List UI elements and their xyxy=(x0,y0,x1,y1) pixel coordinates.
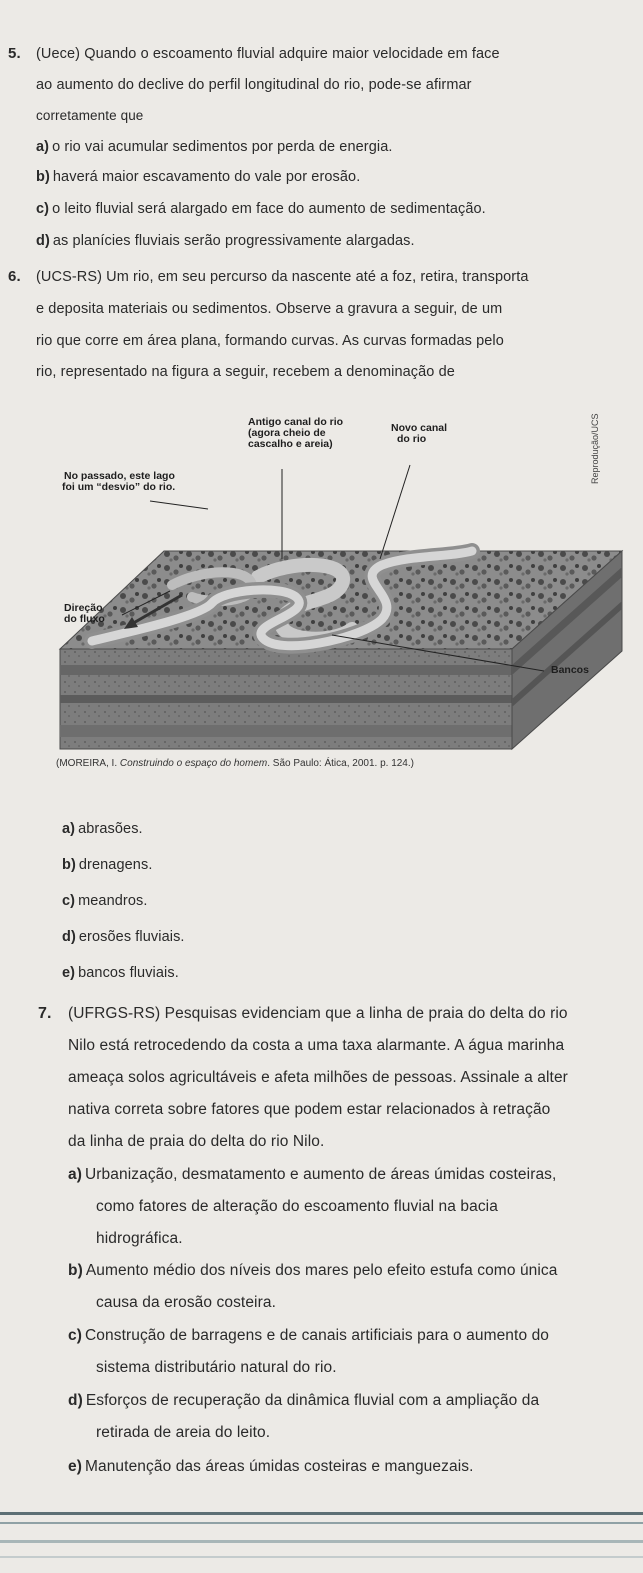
option-letter: c) xyxy=(68,1327,82,1344)
option-text: retirada de areia do leito. xyxy=(96,1424,271,1441)
label-line: Direção xyxy=(64,602,103,614)
image-credit: Reprodução/UCS xyxy=(590,413,600,484)
option-text: drenagens. xyxy=(78,857,153,873)
label-flow-direction xyxy=(64,603,105,625)
bottom-divider xyxy=(0,1556,643,1558)
question-number: 5. xyxy=(8,45,21,62)
option-a[interactable] xyxy=(36,138,393,156)
option-letter: d) xyxy=(62,929,76,945)
question-number: 6. xyxy=(8,268,21,285)
figure-caption xyxy=(56,758,414,769)
option-line xyxy=(68,1262,558,1280)
label-line: do fluxo xyxy=(64,613,105,625)
option-letter: b) xyxy=(36,169,50,185)
option-text: Esforços de recuperação da dinâmica fluvial com a ampliação da xyxy=(85,1392,540,1409)
question-text-line: (UCS-RS) Um rio, em seu percurso da nascente até a foz, retira, transporta xyxy=(36,269,529,285)
option-text: bancos fluviais. xyxy=(78,965,179,981)
label-oxbow-lake xyxy=(62,471,175,493)
label-line: do rio xyxy=(397,433,427,445)
label-old-channel xyxy=(248,417,343,450)
caption-title: Construindo o espaço do homem xyxy=(119,758,268,769)
option-c[interactable] xyxy=(36,200,486,218)
option-letter: a) xyxy=(62,821,76,837)
question-text-line: rio, representado na figura a seguir, recebem a denominação de xyxy=(36,364,455,380)
question-text-line: Nilo está retrocedendo da costa a uma taxa alarmante. A água marinha xyxy=(68,1037,565,1054)
option-d[interactable] xyxy=(62,928,185,946)
label-line: (agora cheio de xyxy=(248,427,326,439)
option-letter: d) xyxy=(68,1392,83,1409)
bottom-divider xyxy=(0,1540,643,1543)
meander-block-diagram xyxy=(52,409,624,771)
question-text-line: rio que corre em área plana, formando curvas. As curvas formadas pelo xyxy=(36,333,504,349)
option-letter: e) xyxy=(62,965,76,981)
option-text: hidrográfica. xyxy=(96,1230,183,1247)
bottom-divider xyxy=(0,1512,643,1515)
option-e[interactable] xyxy=(62,964,179,982)
option-letter: a) xyxy=(36,139,50,155)
question-text-line: da linha de praia do delta do rio Nilo. xyxy=(68,1133,325,1150)
option-line xyxy=(68,1392,539,1410)
option-line xyxy=(68,1327,549,1345)
question-number: 7. xyxy=(38,1005,52,1022)
option-letter: e) xyxy=(68,1458,82,1475)
option-text: o rio vai acumular sedimentos por perda de energia. xyxy=(52,139,393,155)
option-line xyxy=(68,1166,556,1184)
label-line: No passado, este lago xyxy=(64,470,175,482)
option-text: meandros. xyxy=(78,893,148,909)
option-letter: b) xyxy=(68,1262,83,1279)
option-line xyxy=(68,1458,474,1476)
option-text: haverá maior escavamento do vale por erosão. xyxy=(52,169,361,185)
option-b[interactable] xyxy=(62,856,152,874)
question-text-line: e deposita materiais ou sedimentos. Observe a gravura a seguir, de um xyxy=(36,301,503,317)
question-text-line: (Uece) Quando o escoamento fluvial adquire maior velocidade em face xyxy=(36,46,500,62)
question-text-line: ameaça solos agricultáveis e afeta milhões de pessoas. Assinale a alter xyxy=(68,1069,568,1086)
label-line: foi um “desvio” do rio. xyxy=(62,481,176,493)
option-text: Urbanização, desmatamento e aumento de áreas úmidas costeiras, xyxy=(84,1166,557,1183)
option-text: erosões fluviais. xyxy=(78,929,185,945)
option-d[interactable] xyxy=(36,232,415,250)
option-b[interactable] xyxy=(36,168,360,186)
option-text: Aumento médio dos níveis dos mares pelo efeito estufa como única xyxy=(85,1262,558,1279)
label-line: Novo canal xyxy=(391,422,448,434)
label-line: Antigo canal do rio xyxy=(248,416,344,428)
option-text: Construção de barragens e de canais artificiais para o aumento do xyxy=(84,1327,550,1344)
option-text: o leito fluvial será alargado em face do aumento de sedimentação. xyxy=(52,201,486,217)
question-text-line: nativa correta sobre fatores que podem estar relacionados à retração xyxy=(68,1101,551,1118)
option-letter: a) xyxy=(68,1166,82,1183)
option-letter: c) xyxy=(36,201,50,217)
question-text-line: corretamente que xyxy=(36,108,144,123)
option-c[interactable] xyxy=(62,892,148,910)
label-new-channel xyxy=(391,423,447,445)
option-a[interactable] xyxy=(62,820,143,838)
meander-illustration xyxy=(52,409,624,771)
question-text-line: (UFRGS-RS) Pesquisas evidenciam que a linha de praia do delta do rio xyxy=(68,1005,568,1022)
option-text: como fatores de alteração do escoamento fluvial na bacia xyxy=(96,1198,498,1215)
label-banks: Bancos xyxy=(551,664,589,676)
label-line: cascalho e areia) xyxy=(248,438,333,450)
option-letter: c) xyxy=(62,893,76,909)
bottom-divider xyxy=(0,1522,643,1524)
option-text: sistema distributário natural do rio. xyxy=(96,1359,337,1376)
option-text: causa da erosão costeira. xyxy=(96,1294,276,1311)
caption-part: (MOREIRA, I. xyxy=(56,758,120,769)
question-text-line: ao aumento do declive do perfil longitudinal do rio, pode-se afirmar xyxy=(36,77,472,93)
option-text: as planícies fluviais serão progressivamente alargadas. xyxy=(52,233,415,249)
option-letter: d) xyxy=(36,233,50,249)
option-letter: b) xyxy=(62,857,76,873)
option-text: Manutenção das áreas úmidas costeiras e manguezais. xyxy=(84,1458,474,1475)
caption-part: . São Paulo: Ática, 2001. p. 124.) xyxy=(267,758,414,769)
option-text: abrasões. xyxy=(78,821,143,837)
